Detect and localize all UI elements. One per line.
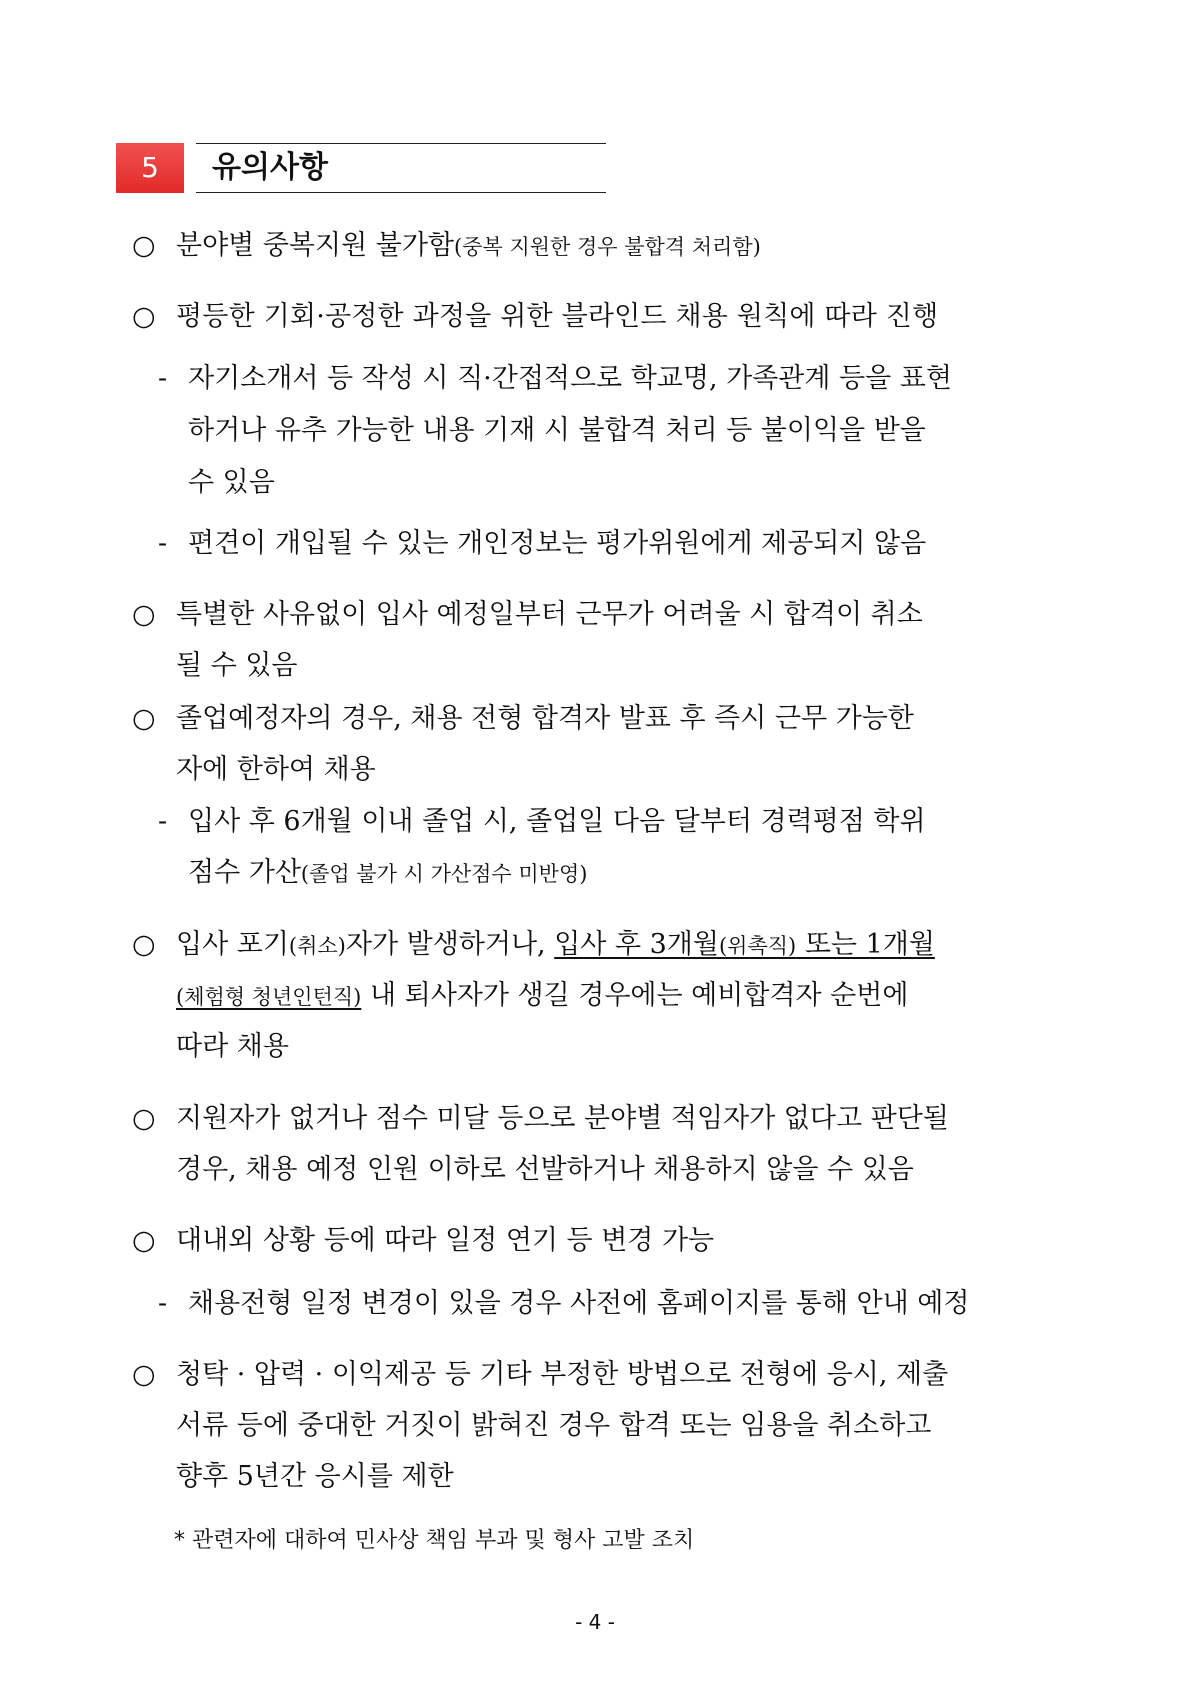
list-item: 특별한 사유없이 입사 예정일부터 근무가 어려울 시 합격이 취소 xyxy=(176,599,923,630)
bullet-icon: ○ xyxy=(132,1359,156,1390)
list-item: 대내외 상황 등에 따라 일정 연기 등 변경 가능 xyxy=(176,1225,715,1256)
list-item: 분야별 중복지원 불가함(중복 지원한 경우 불합격 처리함) xyxy=(176,230,761,261)
bullet-icon: ○ xyxy=(132,230,156,261)
dash-icon: - xyxy=(158,363,168,394)
sub-item-line: 수 있음 xyxy=(188,467,275,498)
bullet-icon: ○ xyxy=(132,1225,156,1256)
list-item: 졸업예정자의 경우, 채용 전형 합격자 발표 후 즉시 근무 가능한 xyxy=(176,703,914,734)
bullet-icon: ○ xyxy=(132,599,156,630)
list-item-cont: 따라 채용 xyxy=(176,1031,289,1062)
bullet-icon: ○ xyxy=(132,929,156,960)
list-item: 평등한 기회·공정한 과정을 위한 블라인드 채용 원칙에 따라 진행 xyxy=(176,301,939,332)
sub-item-line: 채용전형 일정 변경이 있을 경우 사전에 홈페이지를 통해 안내 예정 xyxy=(188,1288,970,1319)
list-item: 청탁 · 압력 · 이익제공 등 기타 부정한 방법으로 전형에 응시, 제출 xyxy=(176,1359,949,1390)
bullet-icon: ○ xyxy=(132,301,156,332)
section-header xyxy=(116,143,606,193)
page-number: - 4 - xyxy=(575,1610,615,1634)
section-title-box xyxy=(196,143,606,193)
bullet-icon: ○ xyxy=(132,1103,156,1134)
sub-item-line: 편견이 개입될 수 있는 개인정보는 평가위원에게 제공되지 않음 xyxy=(188,528,927,559)
list-item-cont: 향후 5년간 응시를 제한 xyxy=(176,1461,454,1492)
dash-icon: - xyxy=(158,806,168,837)
underlined-text: (체험형 청년인턴직) xyxy=(176,985,362,1009)
bullet-icon: ○ xyxy=(132,703,156,734)
list-item-cont: (체험형 청년인턴직) 내 퇴사자가 생길 경우에는 예비합격자 순번에 xyxy=(176,980,909,1011)
dash-icon: - xyxy=(158,528,168,559)
underlined-text: 입사 후 3개월(위촉직) 또는 1개월 xyxy=(554,929,935,960)
list-item-cont: 될 수 있음 xyxy=(176,650,298,681)
list-item: 지원자가 없거나 점수 미달 등으로 분야별 적임자가 없다고 판단될 xyxy=(176,1103,949,1134)
section-title: 유의사항 xyxy=(212,150,328,185)
sub-item-line: 자기소개서 등 작성 시 직·간접적으로 학교명, 가족관계 등을 표현 xyxy=(188,363,952,394)
sub-item-line: 입사 후 6개월 이내 졸업 시, 졸업일 다음 달부터 경력평점 학위 xyxy=(188,806,926,837)
list-item: 입사 포기(취소)자가 발생하거나, 입사 후 3개월(위촉직) 또는 1개월 xyxy=(176,929,935,960)
list-item-cont: 자에 한하여 채용 xyxy=(176,754,376,785)
section-number: 5 xyxy=(116,143,184,193)
list-item-cont: 서류 등에 중대한 거짓이 밝혀진 경우 합격 또는 임용을 취소하고 xyxy=(176,1410,932,1441)
dash-icon: - xyxy=(158,1288,168,1319)
footnote: * 관련자에 대하여 민사상 책임 부과 및 형사 고발 조치 xyxy=(174,1528,695,1553)
sub-item-line: 하거나 유추 가능한 내용 기재 시 불합격 처리 등 불이익을 받을 xyxy=(188,415,926,446)
sub-item-line: 점수 가산(졸업 불가 시 가산점수 미반영) xyxy=(188,857,588,888)
list-item-cont: 경우, 채용 예정 인원 이하로 선발하거나 채용하지 않을 수 있음 xyxy=(176,1154,914,1185)
